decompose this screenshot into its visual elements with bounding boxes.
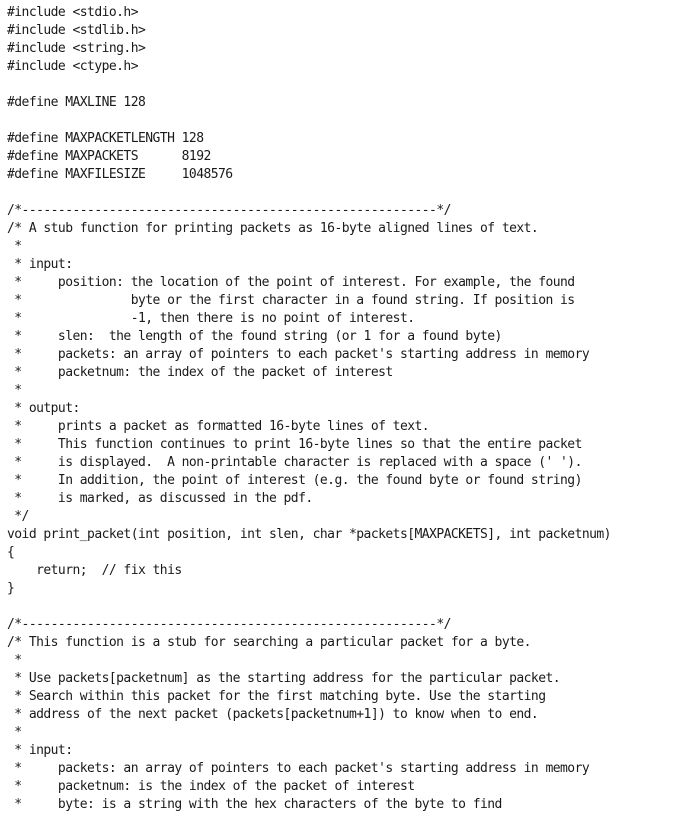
code-line: * packets: an array of pointers to each packet's starting address in memory bbox=[7, 347, 590, 362]
code-line bbox=[7, 184, 689, 202]
code-line: /*---------------------------------------------------------*/ bbox=[7, 617, 451, 632]
code-line: * In addition, the point of interest (e.g. the found byte or found string) bbox=[7, 473, 582, 488]
code-line: #define MAXPACKETS 8192 bbox=[7, 149, 211, 164]
code-line: * bbox=[7, 383, 22, 398]
code-line: * is displayed. A non-printable character is replaced with a space (' '). bbox=[7, 455, 582, 470]
code-line: * address of the next packet (packets[packetnum+1]) to know when to end. bbox=[7, 707, 539, 722]
code-line: return; // fix this bbox=[7, 563, 182, 578]
code-line: #define MAXPACKETLENGTH 128 bbox=[7, 131, 204, 146]
code-line: * slen: the length of the found string (or 1 for a found byte) bbox=[7, 329, 502, 344]
code-line: #define MAXLINE 128 bbox=[7, 95, 146, 110]
code-line: * This function continues to print 16-byte lines so that the entire packet bbox=[7, 437, 582, 452]
code-line: * bbox=[7, 239, 22, 254]
code-line: * packets: an array of pointers to each packet's starting address in memory bbox=[7, 761, 590, 776]
code-line: #include <stdlib.h> bbox=[7, 23, 146, 38]
code-line: #define MAXFILESIZE 1048576 bbox=[7, 167, 233, 182]
code-line: void print_packet(int position, int slen, char *packets[MAXPACKETS], int packetnum) bbox=[7, 527, 611, 542]
code-line: * position: the location of the point of interest. For example, the found bbox=[7, 275, 575, 290]
code-line: /* A stub function for printing packets as 16-byte aligned lines of text. bbox=[7, 221, 539, 236]
code-line: * is marked, as discussed in the pdf. bbox=[7, 491, 313, 506]
code-line: * bbox=[7, 725, 22, 740]
code-line: * Use packets[packetnum] as the starting address for the particular packet. bbox=[7, 671, 561, 686]
code-line: * input: bbox=[7, 743, 73, 758]
code-line: */ bbox=[7, 509, 29, 524]
code-line: * bbox=[7, 653, 22, 668]
code-line: * byte: is a string with the hex characters of the byte to find bbox=[7, 797, 502, 812]
code-line: { bbox=[7, 545, 15, 560]
code-line: * -1, then there is no point of interest. bbox=[7, 311, 415, 326]
code-line: #include <string.h> bbox=[7, 41, 146, 56]
code-line: * packetnum: the index of the packet of interest bbox=[7, 365, 393, 380]
code-line: * byte or the first character in a found string. If position is bbox=[7, 293, 575, 308]
code-line bbox=[7, 76, 689, 94]
code-line: #include <stdio.h> bbox=[7, 5, 138, 20]
code-line bbox=[7, 598, 689, 616]
code-line: /*---------------------------------------------------------*/ bbox=[7, 203, 451, 218]
code-line: * packetnum: is the index of the packet of interest bbox=[7, 779, 415, 794]
code-line: * Search within this packet for the first matching byte. Use the starting bbox=[7, 689, 546, 704]
code-line: * input: bbox=[7, 257, 73, 272]
code-line: #include <ctype.h> bbox=[7, 59, 138, 74]
code-line: } bbox=[7, 581, 15, 596]
code-line bbox=[7, 112, 689, 130]
code-line: /* This function is a stub for searching a particular packet for a byte. bbox=[7, 635, 531, 650]
code-line: * prints a packet as formatted 16-byte lines of text. bbox=[7, 419, 430, 434]
code-line: * output: bbox=[7, 401, 80, 416]
